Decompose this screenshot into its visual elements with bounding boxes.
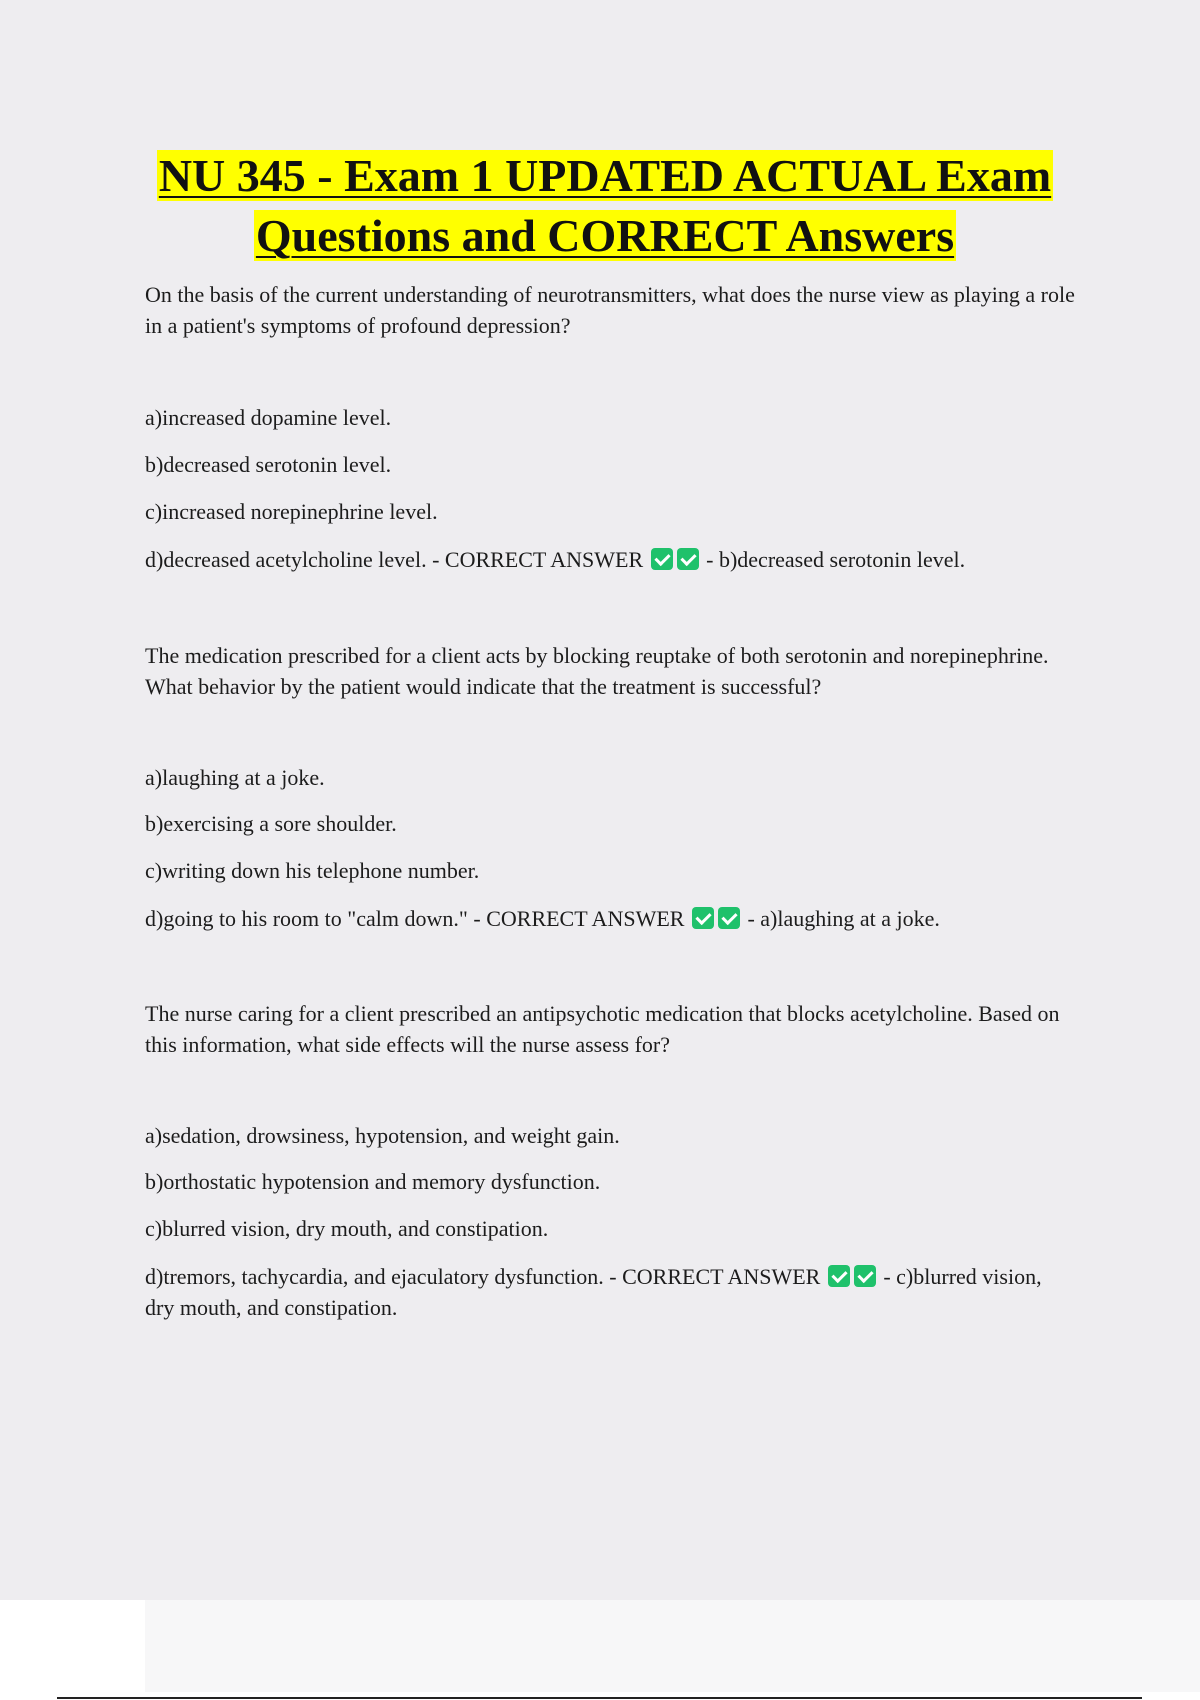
question-2-option-d <box>145 903 1075 934</box>
question-3-option-d <box>145 1261 1075 1323</box>
question-1-option-c: c)increased norepinephrine level. <box>145 499 438 524</box>
question-1-option-a: a)increased dopamine level. <box>145 405 392 430</box>
check-mark-icon <box>828 1265 850 1287</box>
footer-divider <box>57 1697 1142 1699</box>
title-line-2: Questions and CORRECT Answers <box>255 210 955 261</box>
check-mark-icon <box>692 907 714 929</box>
footer-strip <box>145 1600 1200 1692</box>
question-3-option-c: c)blurred vision, dry mouth, and constipation. <box>145 1216 549 1241</box>
question-1-option-d-text: d)decreased acetylcholine level. - CORRECT ANSWER <box>145 547 644 572</box>
question-3-option-d-text: d)tremors, tachycardia, and ejaculatory dysfunction. - CORRECT ANSWER <box>145 1264 821 1289</box>
question-3-option-b: b)orthostatic hypotension and memory dysfunction. <box>145 1169 601 1194</box>
check-mark-icon <box>677 548 699 570</box>
question-3-answer: - c)blurred vision, dry mouth, and constipation. <box>145 1264 1042 1320</box>
question-3-prompt: The nurse caring for a client prescribed an antipsychotic medication that blocks acetylcholine. Based on this information, what side effects will the nurse assess for? <box>145 1001 1060 1057</box>
title-line-1: NU 345 - Exam 1 UPDATED ACTUAL Exam <box>158 150 1052 201</box>
check-mark-icon <box>651 548 673 570</box>
question-2-answer: - a)laughing at a joke. <box>747 906 940 931</box>
question-2-option-d-text: d)going to his room to "calm down." - CORRECT ANSWER <box>145 906 685 931</box>
question-1-answer: - b)decreased serotonin level. <box>706 547 966 572</box>
check-mark-icon <box>854 1265 876 1287</box>
question-1-option-d <box>145 544 1075 575</box>
document-title <box>145 146 1065 266</box>
question-1-prompt: On the basis of the current understanding of neurotransmitters, what does the nurse view as playing a role in a patient's symptoms of profound depression? <box>145 282 1075 338</box>
question-3-option-a: a)sedation, drowsiness, hypotension, and weight gain. <box>145 1123 620 1148</box>
question-1-option-b: b)decreased serotonin level. <box>145 452 392 477</box>
question-2-option-c: c)writing down his telephone number. <box>145 858 480 883</box>
check-mark-icon <box>718 907 740 929</box>
question-2-option-a: a)laughing at a joke. <box>145 765 325 790</box>
question-2-option-b: b)exercising a sore shoulder. <box>145 811 397 836</box>
question-2-prompt: The medication prescribed for a client acts by blocking reuptake of both serotonin and norepinephrine. What behavior by the patient would indicate that the treatment is successful? <box>145 643 1049 699</box>
